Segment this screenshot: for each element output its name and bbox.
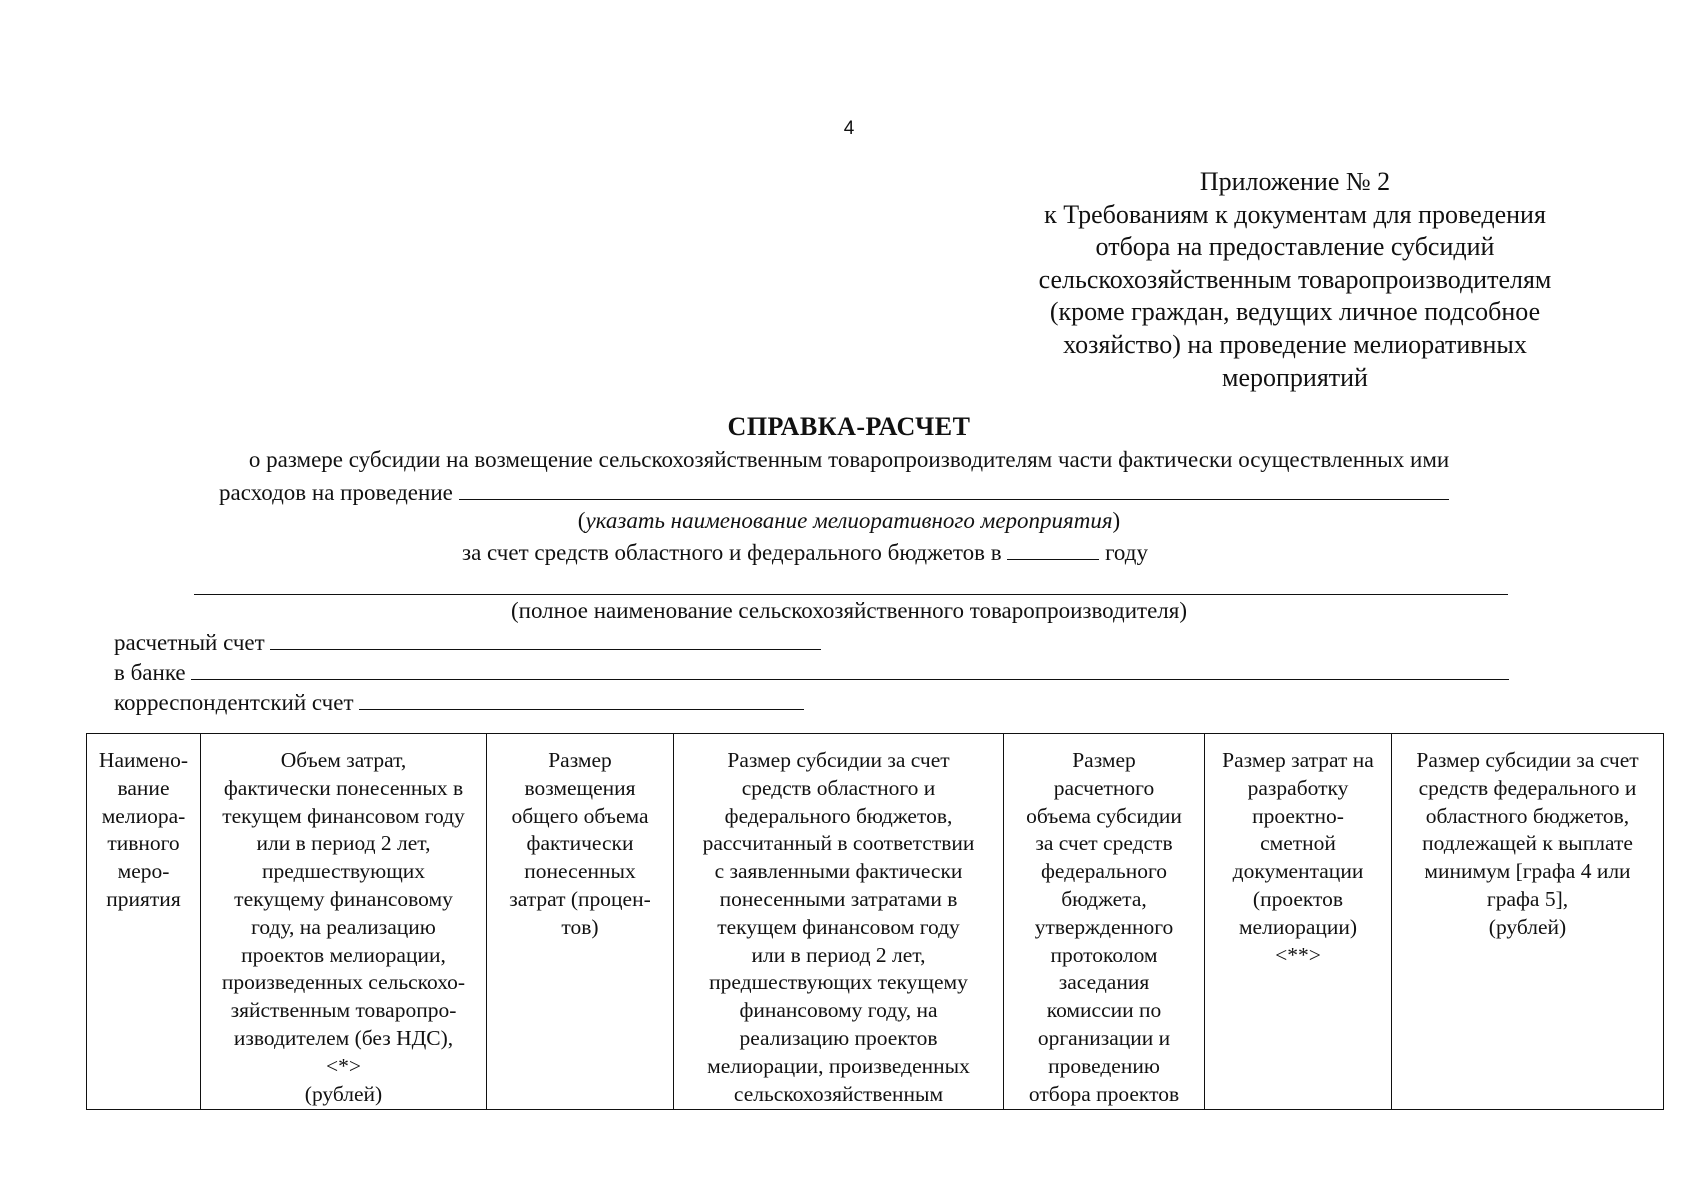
- column-header-line: областного бюджетов,: [1425, 803, 1630, 828]
- column-header-line: бюджета,: [1061, 886, 1147, 911]
- column-header-line: или в период 2 лет,: [256, 831, 431, 856]
- appendix-line: сельскохозяйственным товаропроизводителям: [1038, 264, 1552, 294]
- subtitle-line: о размере субсидии на возмещение сельскохозяйственным товаропроизводителям части фактически осуществленных ими: [248, 447, 1450, 472]
- corr-account-row: [114, 687, 804, 717]
- corr-account-label: корреспондентский счет: [114, 690, 354, 715]
- budget-text: за счет средств областного и федерального бюджетов в: [462, 540, 1002, 565]
- column-header-line: Объем затрат,: [280, 748, 407, 772]
- column-header: [1004, 734, 1205, 1110]
- column-header-line: проектов мелиорации,: [241, 942, 446, 967]
- column-header-line: проектно-: [1252, 803, 1344, 828]
- producer-name-field[interactable]: [194, 594, 1508, 595]
- account-row: [114, 627, 821, 657]
- column-header-line: текущему финансовому: [234, 886, 453, 911]
- column-header-line: (проектов: [1252, 886, 1344, 911]
- activity-hint: (указать наименование мелиоративного мероприятия): [577, 508, 1121, 533]
- column-header-line: Размер затрат на: [1222, 748, 1374, 772]
- column-header-line: отбора проектов: [1028, 1081, 1180, 1106]
- column-header-line: мелиора-: [101, 803, 186, 828]
- column-header-line: федерального: [1041, 859, 1167, 884]
- column-header-line: понесенных: [524, 859, 636, 884]
- account-field[interactable]: [270, 627, 821, 650]
- column-header-line: фактически: [526, 831, 634, 856]
- column-header-line: мелиорации, произведенных: [707, 1053, 970, 1078]
- column-header-line: объема субсидии: [1026, 803, 1182, 828]
- column-header: [201, 734, 487, 1110]
- column-header-line: расчетного: [1053, 775, 1155, 800]
- column-header-line: проведению: [1048, 1053, 1160, 1078]
- appendix-line: Приложение № 2: [1199, 167, 1391, 196]
- column-header: [674, 734, 1004, 1110]
- column-header-line: утвержденного: [1034, 914, 1174, 939]
- table-header-row: [87, 734, 1664, 1110]
- appendix-header: [985, 166, 1605, 394]
- column-header-line: году, на реализацию: [251, 914, 436, 939]
- column-header: [1205, 734, 1392, 1110]
- bank-row: [114, 657, 1509, 687]
- column-header-line: фактически понесенных в: [223, 775, 464, 800]
- column-header-line: (рублей): [304, 1081, 383, 1106]
- column-header-line: Размер субсидии за счет: [727, 748, 950, 772]
- column-header-line: мелиорации): [1238, 914, 1358, 939]
- column-header: [487, 734, 674, 1110]
- column-header-line: тов): [561, 914, 599, 939]
- page-number: 4: [843, 118, 855, 139]
- column-header-line: Размер: [548, 748, 612, 772]
- column-header-line: графа 5],: [1486, 886, 1569, 911]
- appendix-line: мероприятий: [1222, 362, 1368, 392]
- column-header-line: средств областного и: [741, 775, 936, 800]
- budget-suffix: году: [1105, 540, 1148, 565]
- bank-label: в банке: [114, 660, 186, 685]
- column-header-line: сельскохозяйственным: [733, 1081, 944, 1106]
- column-header-line: организации и: [1037, 1025, 1171, 1050]
- activity-hint-italic: указать наименование мелиоративного мероприятия: [585, 508, 1113, 533]
- column-header-line: заседания: [1058, 970, 1150, 995]
- column-header-line: понесенными затратами в: [719, 886, 958, 911]
- corr-account-field[interactable]: [359, 687, 804, 710]
- calculation-table: [86, 733, 1664, 1110]
- activity-name-field[interactable]: [459, 477, 1449, 500]
- column-header-line: общего объема: [511, 803, 649, 828]
- column-header-line: предшествующих текущему: [709, 970, 968, 995]
- column-header-line: за счет средств: [1035, 831, 1173, 856]
- column-header-line: приятия: [106, 886, 181, 911]
- appendix-line: хозяйство) на проведение мелиоративных: [1063, 329, 1527, 359]
- column-header-line: минимум [графа 4 или: [1424, 859, 1631, 884]
- activity-name-row: [219, 477, 1449, 507]
- column-header-line: Размер субсидии за счет: [1416, 748, 1639, 772]
- document-title: СПРАВКА-РАСЧЕТ: [727, 412, 971, 441]
- year-field[interactable]: [1007, 537, 1099, 560]
- column-header-line: возмещения: [524, 775, 636, 800]
- appendix-line: к Требованиям к документам для проведения: [1044, 199, 1546, 229]
- column-header-line: или в период 2 лет,: [751, 942, 926, 967]
- bank-field[interactable]: [191, 657, 1509, 680]
- column-header: [87, 734, 201, 1110]
- column-header-line: с заявленными фактически: [714, 859, 963, 884]
- column-header-line: текущем финансовом году: [222, 803, 465, 828]
- column-header-line: (рублей): [1488, 914, 1567, 939]
- column-header-line: вание: [117, 775, 170, 800]
- column-header-line: финансовому году, на: [739, 998, 938, 1023]
- column-header-line: документации: [1232, 859, 1364, 884]
- appendix-line: (кроме граждан, ведущих личное подсобное: [1049, 297, 1541, 327]
- column-header-line: комиссии по: [1046, 998, 1162, 1023]
- column-header-line: протоколом: [1050, 942, 1158, 967]
- column-header-line: затрат (процен-: [509, 886, 651, 911]
- column-header-line: Наимено-: [98, 748, 189, 772]
- column-header-line: тивного: [107, 831, 180, 856]
- column-header-line: сметной: [1260, 831, 1336, 856]
- column-header: [1392, 734, 1664, 1110]
- column-header-line: федерального бюджетов,: [724, 803, 953, 828]
- budget-year-row: [462, 537, 1148, 567]
- appendix-line: отбора на предоставление субсидий: [1095, 232, 1495, 262]
- producer-hint: (полное наименование сельскохозяйственного товаропроизводителя): [511, 598, 1187, 623]
- account-label: расчетный счет: [114, 630, 265, 655]
- column-header-line: произведенных сельскохо-: [221, 970, 466, 995]
- column-header-line: рассчитанный в соответствии: [702, 831, 975, 856]
- column-header-line: изводителем (без НДС),: [233, 1025, 454, 1050]
- column-header-line: зяйственным товаропро-: [230, 998, 457, 1023]
- column-header-line: подлежащей к выплате: [1422, 831, 1633, 856]
- column-header-line: средств федерального и: [1418, 775, 1637, 800]
- column-header-line: предшествующих: [261, 859, 426, 884]
- column-header-line: разработку: [1247, 775, 1349, 800]
- column-header-line: реализацию проектов: [739, 1025, 938, 1050]
- column-header-line: <*>: [325, 1053, 361, 1078]
- subtitle-line: расходов на проведение: [219, 480, 453, 505]
- column-header-line: текущем финансовом году: [717, 914, 960, 939]
- column-header-line: <**>: [1275, 942, 1321, 967]
- column-header-line: меро-: [117, 859, 170, 884]
- column-header-line: Размер: [1072, 748, 1136, 772]
